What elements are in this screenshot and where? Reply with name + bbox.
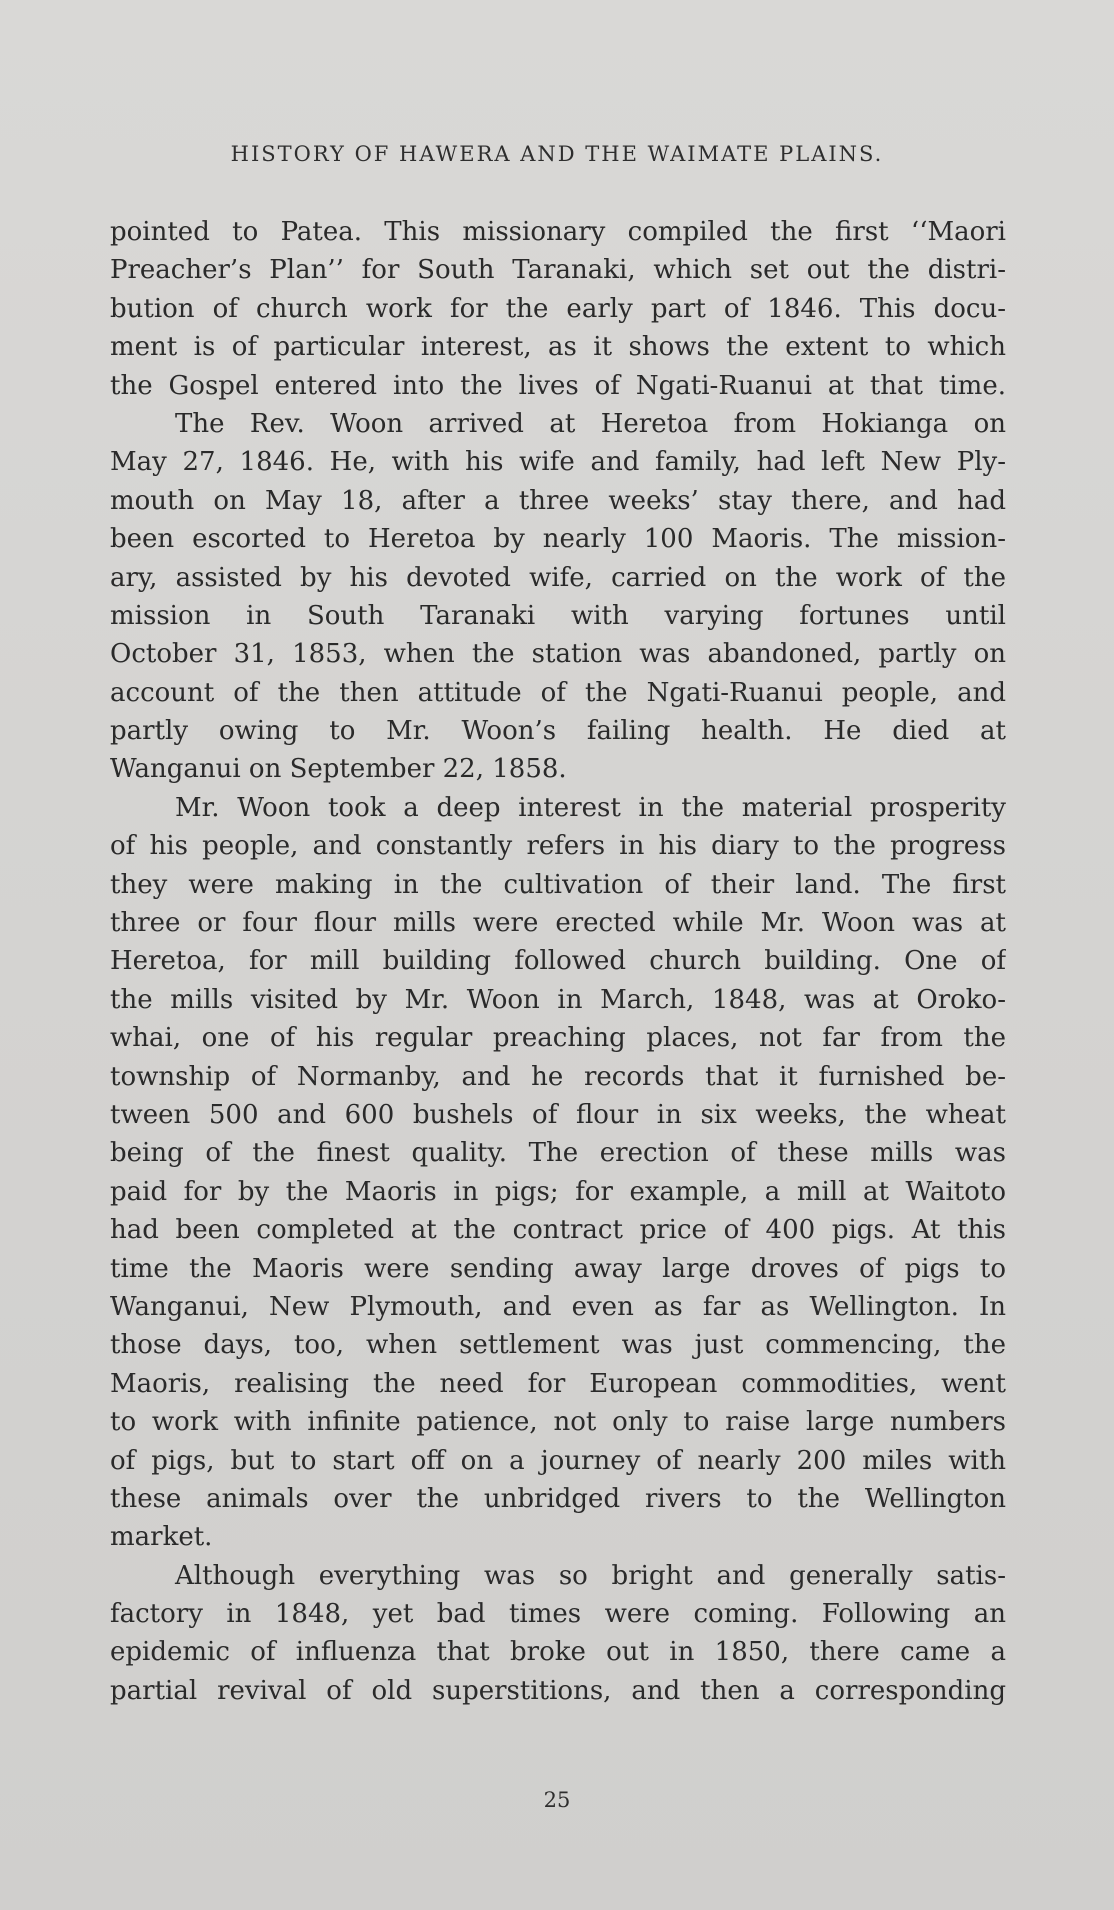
text-line: bution of church work for the early part of 1846. This docu-	[110, 293, 1006, 324]
text-line: Wanganui on September 22, 1858.	[110, 754, 567, 785]
running-head: HISTORY OF HAWERA AND THE WAIMATE PLAINS.	[230, 142, 884, 166]
text-line: market.	[110, 1522, 213, 1553]
text-line: those days, too, when settlement was just commencing, the	[110, 1330, 1006, 1361]
text-line: account of the then attitude of the Ngati-Ruanui people, and	[110, 677, 1006, 708]
text-line: Mr. Woon took a deep interest in the material prosperity	[175, 792, 1006, 823]
text-line: Although everything was so bright and generally satis-	[175, 1560, 1006, 1591]
text-line: being of the finest quality. The erection of these mills was	[110, 1138, 1006, 1169]
text-line: these animals over the unbridged rivers to the Wellington	[110, 1483, 1006, 1514]
text-line: been escorted to Heretoa by nearly 100 Maoris. The mission-	[110, 524, 1006, 555]
text-line: Heretoa, for mill building followed church building. One of	[110, 946, 1006, 977]
page-number: 25	[543, 1788, 571, 1812]
text-line: time the Maoris were sending away large droves of pigs to	[110, 1253, 1006, 1284]
text-line: Maoris, realising the need for European commodities, went	[110, 1368, 1006, 1399]
paragraph	[110, 213, 1006, 405]
text-line: tween 500 and 600 bushels of flour in six weeks, the wheat	[110, 1099, 1006, 1130]
text-line: ment is of particular interest, as it shows the extent to which	[110, 332, 1006, 363]
text-line: Preacher’s Plan’’ for South Taranaki, which set out the distri-	[110, 255, 1006, 286]
text-line: May 27, 1846. He, with his wife and family, had left New Ply-	[110, 447, 1006, 478]
text-line: ary, assisted by his devoted wife, carried on the work of the	[110, 562, 1006, 593]
text-line: to work with infinite patience, not only to raise large numbers	[110, 1407, 1006, 1438]
paragraph	[110, 789, 1006, 1557]
text-line: had been completed at the contract price of 400 pigs. At this	[110, 1215, 1006, 1246]
paragraph	[110, 405, 1006, 789]
text-line: partial revival of old superstitions, and then a corresponding	[110, 1675, 1006, 1706]
text-line: Wanganui, New Plymouth, and even as far as Wellington. In	[110, 1291, 1006, 1322]
text-line: of his people, and constantly refers in his diary to the progress	[110, 831, 1006, 862]
text-line: factory in 1848, yet bad times were coming. Following an	[110, 1599, 1006, 1630]
text-line: paid for by the Maoris in pigs; for example, a mill at Waitoto	[110, 1176, 1006, 1207]
text-line: of pigs, but to start off on a journey of nearly 200 miles with	[110, 1445, 1006, 1476]
text-line: they were making in the cultivation of their land. The first	[110, 869, 1006, 900]
body-text	[110, 213, 1006, 1710]
text-line: the Gospel entered into the lives of Ngati-Ruanui at that time.	[110, 370, 1006, 401]
text-line: partly owing to Mr. Woon’s failing health. He died at	[110, 716, 1006, 747]
text-line: The Rev. Woon arrived at Heretoa from Hokianga on	[175, 408, 1006, 439]
text-line: whai, one of his regular preaching places, not far from the	[110, 1023, 1006, 1054]
text-line: the mills visited by Mr. Woon in March, 1848, was at Oroko-	[110, 984, 1006, 1015]
text-line: mission in South Taranaki with varying fortunes until	[110, 600, 1006, 631]
text-line: pointed to Patea. This missionary compiled the first ‘‘Maori	[110, 217, 1006, 247]
text-line: mouth on May 18, after a three weeks’ stay there, and had	[110, 485, 1006, 516]
text-line: three or four flour mills were erected while Mr. Woon was at	[110, 908, 1006, 939]
text-line: epidemic of influenza that broke out in 1850, there came a	[110, 1637, 1006, 1668]
text-line: township of Normanby, and he records that it furnished be-	[110, 1061, 1006, 1092]
text-line: October 31, 1853, when the station was abandoned, partly on	[110, 639, 1006, 670]
paragraph	[110, 1557, 1006, 1711]
